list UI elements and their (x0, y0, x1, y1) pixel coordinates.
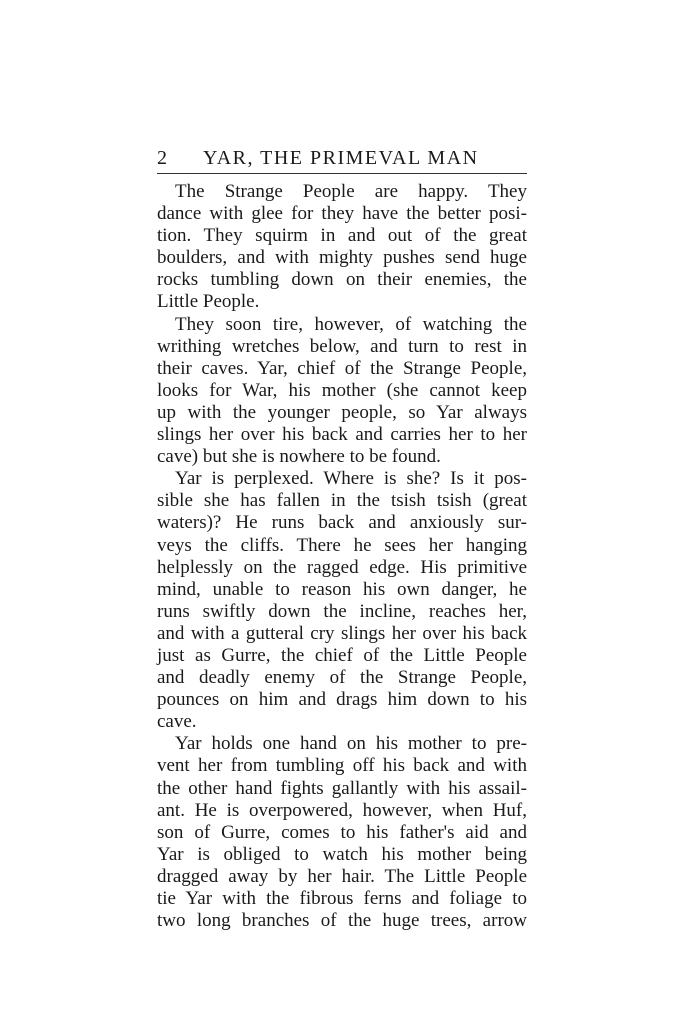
body-text (157, 181, 527, 932)
book-title: YAR, THE PRIMEVAL MAN (203, 147, 479, 169)
text-line: vent her from tumbling off his back and with (157, 755, 527, 777)
text-line: Little People. (157, 291, 260, 313)
text-line: The Strange People are happy. They (175, 181, 527, 202)
text-line: two long branches of the huge trees, arrow (157, 910, 527, 932)
text-line: sible she has fallen in the tsish tsish (great (157, 490, 527, 512)
text-line: pounces on him and drags him down to his (157, 689, 527, 711)
text-line: slings her over his back and carries her to her (157, 424, 527, 446)
text-line: Yar holds one hand on his mother to pre- (175, 733, 527, 755)
text-line: just as Gurre, the chief of the Little People (157, 644, 527, 666)
page-number: 2 (157, 147, 169, 169)
text-line: up with the younger people, so Yar always (157, 401, 527, 423)
text-line: boulders, and with mighty pushes send huge (157, 247, 527, 269)
text-line: their caves. Yar, chief of the Strange People, (157, 357, 527, 379)
text-line: writhing wretches below, and turn to rest in (157, 335, 527, 357)
text-line: tion. They squirm in and out of the great (157, 225, 527, 247)
text-line: Yar is perplexed. Where is she? Is it pos- (175, 468, 527, 490)
text-line: mind, unable to reason his own danger, he (157, 578, 527, 600)
text-line: the other hand fights gallantly with his assail- (157, 777, 527, 799)
text-line: and with a gutteral cry slings her over his back (157, 622, 527, 644)
text-line: waters)? He runs back and anxiously sur- (157, 512, 527, 534)
running-head (157, 143, 527, 174)
text-line: rocks tumbling down on their enemies, the (157, 269, 527, 291)
text-line: veys the cliffs. There he sees her hanging (157, 534, 527, 556)
text-line: dragged away by her hair. The Little People (157, 865, 527, 887)
text-line: runs swiftly down the incline, reaches her, (157, 600, 527, 622)
text-line: ant. He is overpowered, however, when Huf, (157, 799, 527, 821)
text-line: dance with glee for they have the better posi- (157, 203, 527, 225)
text-line: looks for War, his mother (she cannot keep (157, 379, 527, 401)
text-line: helplessly on the ragged edge. His primitive (157, 556, 527, 578)
text-line: tie Yar with the fibrous ferns and foliage to (157, 888, 527, 909)
text-line: cave. (157, 711, 197, 733)
text-line: cave) but she is nowhere to be found. (157, 446, 441, 468)
text-line: son of Gurre, comes to his father's aid and (157, 821, 527, 843)
text-line: They soon tire, however, of watching the (175, 313, 527, 335)
text-line: Yar is obliged to watch his mother being (157, 843, 527, 865)
text-line: and deadly enemy of the Strange People, (157, 667, 527, 689)
